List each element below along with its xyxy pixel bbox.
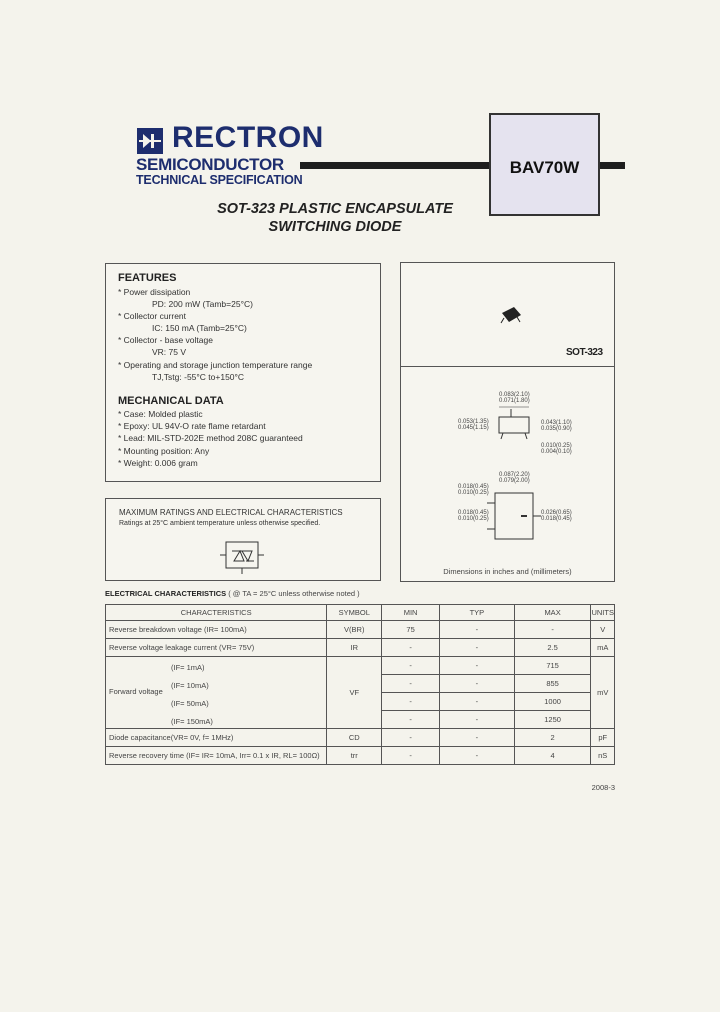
cell-characteristic: Reverse voltage leakage current (VR= 75V) (106, 639, 327, 657)
dim-label: 0.043(1.10) (541, 420, 572, 426)
cell-typ: - (440, 747, 515, 765)
ratings-note: Ratings at 25°C ambient temperature unless otherwise specified. (119, 520, 321, 527)
feature-line: VR: 75 V (152, 347, 187, 357)
mechanical-line: * Lead: MIL-STD-202E method 208C guaranteed (118, 433, 303, 443)
dim-label: 0.079(2.00) (499, 478, 530, 484)
electrical-characteristics-table (105, 604, 615, 765)
cell-max: 2.5 (514, 639, 591, 657)
features-heading: FEATURES (118, 272, 177, 284)
table-row (106, 657, 615, 675)
cell-typ: - (440, 729, 515, 747)
dim-label: 0.026(0.65) (541, 510, 572, 516)
mechanical-heading: MECHANICAL DATA (118, 395, 224, 407)
cell-unit: mA (591, 639, 615, 657)
column-header: SYMBOL (327, 605, 382, 621)
forward-cond: (IF= 150mA) (171, 717, 213, 726)
column-header: CHARACTERISTICS (106, 605, 327, 621)
title-line-2: SWITCHING DIODE (268, 219, 402, 235)
cell-min: - (382, 639, 440, 657)
cell-min: - (382, 693, 440, 711)
column-header: MAX (514, 605, 591, 621)
cell-symbol: VF (327, 657, 382, 729)
dim-label: 0.071(1.80) (499, 398, 530, 404)
package-divider (401, 366, 614, 367)
cell-max: 1000 (514, 693, 591, 711)
cell-min: - (382, 657, 440, 675)
cell-max: 715 (514, 657, 591, 675)
dim-label: 0.035(0.90) (541, 426, 572, 432)
cell-max: 855 (514, 675, 591, 693)
feature-line: TJ,Tstg: -55°C to+150°C (152, 372, 245, 382)
cell-symbol: IR (327, 639, 382, 657)
dim-label: 0.010(0.25) (458, 516, 489, 522)
dim-label: 0.004(0.10) (541, 449, 572, 455)
features-box (105, 263, 381, 482)
cell-unit: nS (591, 747, 615, 765)
brand-name: RECTRON (172, 121, 324, 154)
title-line-1: SOT-323 PLASTIC ENCAPSULATE (217, 201, 453, 217)
feature-line: * Collector - base voltage (118, 335, 213, 345)
diode-schematic-icon (220, 539, 264, 575)
dim-label: 0.083(2.10) (499, 392, 530, 398)
cell-max: - (514, 621, 591, 639)
cell-max: 4 (514, 747, 591, 765)
sot323-package-icon (499, 305, 523, 325)
dim-label: 0.010(0.25) (541, 443, 572, 449)
cell-min: 75 (382, 621, 440, 639)
cell-min: - (382, 729, 440, 747)
part-number: BAV70W (509, 158, 580, 177)
cell-min: - (382, 711, 440, 729)
cell-typ: - (440, 621, 515, 639)
feature-line: * Collector current (118, 311, 187, 321)
cell-symbol: CD (327, 729, 382, 747)
elec-caption (105, 589, 360, 598)
feature-line: PD: 200 mW (Tamb=25°C) (152, 299, 253, 309)
cell-typ: - (440, 657, 515, 675)
side-view-drawing (489, 403, 539, 443)
cell-characteristic: Reverse breakdown voltage (IR= 100mA) (106, 621, 327, 639)
cell-unit: mV (591, 657, 615, 729)
brand-subtitle: SEMICONDUCTOR (136, 155, 284, 174)
ratings-heading: MAXIMUM RATINGS AND ELECTRICAL CHARACTERISTICS (119, 508, 343, 517)
dim-label: 0.018(0.45) (458, 510, 489, 516)
feature-line: * Power dissipation (118, 287, 191, 297)
document-code: 2008-3 (591, 783, 615, 792)
cell-unit: pF (591, 729, 615, 747)
cell-typ: - (440, 639, 515, 657)
table-header-row (106, 605, 615, 621)
column-header: MIN (382, 605, 440, 621)
cell-symbol: trr (327, 747, 382, 765)
mechanical-line: * Epoxy: UL 94V-O rate flame retardant (118, 421, 266, 431)
column-header: UNITS (591, 605, 615, 621)
elec-caption-title: ELECTRICAL CHARACTERISTICS (105, 589, 227, 598)
cell-unit: V (591, 621, 615, 639)
cell-max: 1250 (514, 711, 591, 729)
feature-line: * Operating and storage junction temperature range (118, 360, 313, 370)
cell-min: - (382, 747, 440, 765)
cell-characteristic: Diode capacitance(VR= 0V, f= 1MHz) (106, 729, 327, 747)
cell-typ: - (440, 675, 515, 693)
table-row (106, 747, 615, 765)
elec-caption-note: ( @ TA = 25°C unless otherwise noted ) (228, 589, 360, 598)
package-label: SOT-323 (566, 347, 603, 358)
cell-max: 2 (514, 729, 591, 747)
dim-label: 0.018(0.45) (458, 484, 489, 490)
forward-label: Forward voltage (109, 687, 163, 696)
dim-label: 0.045(1.15) (458, 425, 489, 431)
rectron-logo-icon (137, 128, 163, 154)
dimensions-note: Dimensions in inches and (millimeters) (443, 567, 572, 576)
cell-typ: - (440, 711, 515, 729)
mechanical-line: * Mounting position: Any (118, 446, 210, 456)
forward-cond: (IF= 50mA) (171, 699, 209, 708)
forward-cond: (IF= 1mA) (171, 663, 205, 672)
cell-forward-voltage (106, 657, 327, 729)
table-row (106, 729, 615, 747)
cell-typ: - (440, 693, 515, 711)
dim-label: 0.053(1.35) (458, 419, 489, 425)
ratings-box (105, 498, 381, 581)
dim-label: 0.087(2.20) (499, 472, 530, 478)
dim-label: 0.010(0.25) (458, 490, 489, 496)
cell-min: - (382, 675, 440, 693)
cell-symbol: V(BR) (327, 621, 382, 639)
cell-characteristic: Reverse recovery time (IF= IR= 10mA, Irr= 0.1 x IR, RL= 100Ω) (106, 747, 327, 765)
header-divider (300, 162, 489, 169)
header-divider-right (600, 162, 625, 169)
dim-label: 0.018(0.45) (541, 516, 572, 522)
column-header: TYP (440, 605, 515, 621)
forward-cond: (IF= 10mA) (171, 681, 209, 690)
spec-line: TECHNICAL SPECIFICATION (136, 173, 303, 187)
mechanical-line: * Weight: 0.006 gram (118, 458, 198, 468)
table-row (106, 621, 615, 639)
mechanical-line: * Case: Molded plastic (118, 409, 203, 419)
feature-line: IC: 150 mA (Tamb=25°C) (152, 323, 247, 333)
table-row (106, 639, 615, 657)
package-box (400, 262, 615, 582)
